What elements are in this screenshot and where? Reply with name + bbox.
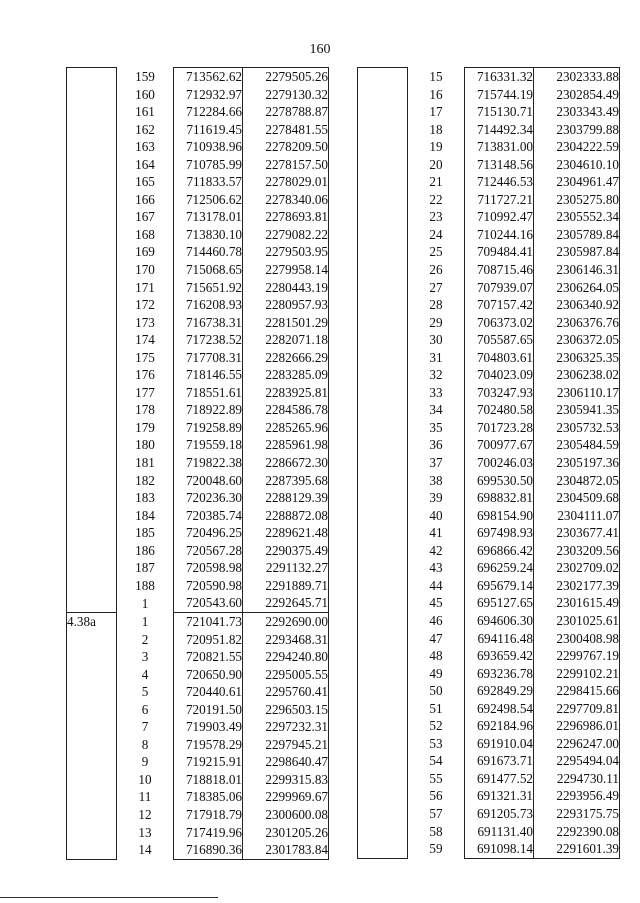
- x-coordinate: 710244.16: [465, 226, 534, 244]
- x-coordinate: 719559.18: [174, 436, 243, 454]
- point-number: 9: [141, 754, 149, 770]
- y-coordinate: 2291601.39: [534, 840, 620, 858]
- y-coordinate: 2305732.53: [534, 419, 620, 437]
- y-coordinate: 2284586.78: [243, 401, 329, 419]
- point-number: 31: [429, 349, 443, 365]
- x-coordinate: 696866.42: [465, 542, 534, 560]
- x-coordinate: 716208.93: [174, 296, 243, 314]
- y-coordinate: 2279503.95: [243, 243, 329, 261]
- point-number: 172: [135, 297, 155, 313]
- x-coordinate: 692498.54: [465, 700, 534, 718]
- x-coordinate: 713830.10: [174, 226, 243, 244]
- x-coordinate: 710785.99: [174, 156, 243, 174]
- x-coordinate: 704803.61: [465, 349, 534, 367]
- x-coordinate: 712284.66: [174, 103, 243, 121]
- point-number: 38: [429, 472, 443, 488]
- x-coordinate: 714492.34: [465, 121, 534, 139]
- point-number: 170: [135, 262, 155, 278]
- y-coordinate: 2297709.81: [534, 700, 620, 718]
- y-coordinate: 2303343.49: [534, 103, 620, 121]
- y-coordinate: 2304610.10: [534, 156, 620, 174]
- y-coordinate: 2278209.50: [243, 138, 329, 156]
- point-number: 56: [429, 788, 443, 804]
- y-coordinate: 2297232.31: [243, 718, 329, 736]
- y-coordinate: 2278029.01: [243, 173, 329, 191]
- x-coordinate: 713562.62: [174, 68, 243, 86]
- y-coordinate: 2306110.17: [534, 384, 620, 402]
- x-coordinate: 719822.38: [174, 454, 243, 472]
- point-number: 161: [135, 104, 155, 120]
- y-coordinate: 2290375.49: [243, 542, 329, 560]
- point-number: 13: [138, 824, 152, 840]
- y-coordinate: 2301205.26: [243, 824, 329, 842]
- point-number: 40: [429, 507, 443, 523]
- point-number: 160: [135, 86, 155, 102]
- table-row: [358, 68, 620, 86]
- y-coordinate: 2287395.68: [243, 472, 329, 490]
- y-coordinate: 2303677.41: [534, 524, 620, 542]
- x-coordinate: 707157.42: [465, 296, 534, 314]
- y-coordinate: 2301615.49: [534, 594, 620, 612]
- y-coordinate: 2304509.68: [534, 489, 620, 507]
- point-number: 27: [429, 279, 443, 295]
- point-number: 46: [429, 612, 443, 628]
- point-number: 176: [135, 367, 155, 383]
- x-coordinate: 712506.62: [174, 191, 243, 209]
- point-number: 2: [141, 631, 149, 647]
- point-number: 179: [135, 419, 155, 435]
- point-number: 178: [135, 402, 155, 418]
- y-coordinate: 2296986.01: [534, 717, 620, 735]
- point-number: 175: [135, 349, 155, 365]
- x-coordinate: 717918.79: [174, 806, 243, 824]
- y-coordinate: 2289621.48: [243, 524, 329, 542]
- x-coordinate: 715068.65: [174, 261, 243, 279]
- x-coordinate: 696259.24: [465, 559, 534, 577]
- point-number: 168: [135, 226, 155, 242]
- point-number: 26: [429, 262, 443, 278]
- point-number: 25: [429, 244, 443, 260]
- point-number: 177: [135, 384, 155, 400]
- point-number: 10: [138, 771, 152, 787]
- y-coordinate: 2304872.05: [534, 472, 620, 490]
- y-coordinate: 2292690.00: [243, 612, 329, 630]
- point-number: 180: [135, 437, 155, 453]
- x-coordinate: 718922.89: [174, 401, 243, 419]
- x-coordinate: 691910.04: [465, 735, 534, 753]
- point-number: 19: [429, 139, 443, 155]
- point-number: 5: [141, 684, 149, 700]
- y-coordinate: 2303209.56: [534, 542, 620, 560]
- y-coordinate: 2302333.88: [534, 68, 620, 86]
- point-number: 39: [429, 490, 443, 506]
- point-number: 183: [135, 490, 155, 506]
- x-coordinate: 711833.57: [174, 173, 243, 191]
- y-coordinate: 2292390.08: [534, 823, 620, 841]
- point-number: 42: [429, 542, 443, 558]
- y-coordinate: 2297945.21: [243, 736, 329, 754]
- x-coordinate: 718551.61: [174, 384, 243, 402]
- x-coordinate: 708715.46: [465, 261, 534, 279]
- x-coordinate: 712446.53: [465, 173, 534, 191]
- x-coordinate: 697498.93: [465, 524, 534, 542]
- y-coordinate: 2302709.02: [534, 559, 620, 577]
- x-coordinate: 695679.14: [465, 577, 534, 595]
- point-number: 167: [135, 209, 155, 225]
- y-coordinate: 2281501.29: [243, 314, 329, 332]
- y-coordinate: 2280957.93: [243, 296, 329, 314]
- point-number: 1: [141, 595, 149, 611]
- y-coordinate: 2306238.02: [534, 366, 620, 384]
- y-coordinate: 2299767.19: [534, 647, 620, 665]
- y-coordinate: 2295494.04: [534, 752, 620, 770]
- point-number: 20: [429, 156, 443, 172]
- x-coordinate: 718818.01: [174, 771, 243, 789]
- y-coordinate: 2293956.49: [534, 787, 620, 805]
- point-number: 24: [429, 226, 443, 242]
- point-number: 166: [135, 191, 155, 207]
- x-coordinate: 706373.02: [465, 314, 534, 332]
- point-number: 33: [429, 384, 443, 400]
- x-coordinate: 719903.49: [174, 718, 243, 736]
- y-coordinate: 2306340.92: [534, 296, 620, 314]
- y-coordinate: 2300408.98: [534, 630, 620, 648]
- point-number: 18: [429, 121, 443, 137]
- x-coordinate: 695127.65: [465, 594, 534, 612]
- y-coordinate: 2302177.39: [534, 577, 620, 595]
- table-row: [67, 612, 329, 630]
- point-number: 49: [429, 665, 443, 681]
- y-coordinate: 2285265.96: [243, 419, 329, 437]
- x-coordinate: 720543.60: [174, 594, 243, 612]
- point-number: 29: [429, 314, 443, 330]
- x-coordinate: 720191.50: [174, 701, 243, 719]
- y-coordinate: 2291889.71: [243, 577, 329, 595]
- point-number: 181: [135, 455, 155, 471]
- page-number: 160: [309, 42, 331, 57]
- x-coordinate: 691673.71: [465, 752, 534, 770]
- y-coordinate: 2278340.06: [243, 191, 329, 209]
- x-coordinate: 692184.96: [465, 717, 534, 735]
- point-number: 41: [429, 525, 443, 541]
- point-number: 173: [135, 314, 155, 330]
- x-coordinate: 719578.29: [174, 736, 243, 754]
- y-coordinate: 2295005.55: [243, 666, 329, 684]
- x-coordinate: 713148.56: [465, 156, 534, 174]
- point-number: 45: [429, 595, 443, 611]
- y-coordinate: 2302854.49: [534, 86, 620, 104]
- y-coordinate: 2298640.47: [243, 753, 329, 771]
- x-coordinate: 698832.81: [465, 489, 534, 507]
- x-coordinate: 720236.30: [174, 489, 243, 507]
- x-coordinate: 719215.91: [174, 753, 243, 771]
- point-number: 54: [429, 753, 443, 769]
- point-number: 17: [429, 104, 443, 120]
- x-coordinate: 718385.06: [174, 788, 243, 806]
- x-coordinate: 710938.96: [174, 138, 243, 156]
- y-coordinate: 2303799.88: [534, 121, 620, 139]
- y-coordinate: 2279505.26: [243, 68, 329, 86]
- x-coordinate: 691098.14: [465, 840, 534, 858]
- y-coordinate: 2301783.84: [243, 841, 329, 859]
- point-number: 36: [429, 437, 443, 453]
- point-number: 55: [429, 770, 443, 786]
- point-number: 171: [135, 279, 155, 295]
- y-coordinate: 2282666.29: [243, 349, 329, 367]
- y-coordinate: 2292645.71: [243, 594, 329, 612]
- point-number: 185: [135, 525, 155, 541]
- point-number: 8: [141, 736, 149, 752]
- y-coordinate: 2300600.08: [243, 806, 329, 824]
- y-coordinate: 2278481.55: [243, 121, 329, 139]
- x-coordinate: 699530.50: [465, 472, 534, 490]
- point-number: 12: [138, 806, 152, 822]
- left-coordinate-table: [66, 67, 329, 860]
- x-coordinate: 693236.78: [465, 665, 534, 683]
- point-number: 32: [429, 367, 443, 383]
- x-coordinate: 694116.48: [465, 630, 534, 648]
- y-coordinate: 2288129.39: [243, 489, 329, 507]
- point-number: 182: [135, 472, 155, 488]
- point-number: 6: [141, 701, 149, 717]
- right-coordinate-table: [357, 67, 620, 859]
- x-coordinate: 701723.28: [465, 419, 534, 437]
- x-coordinate: 716738.31: [174, 314, 243, 332]
- point-number: 37: [429, 455, 443, 471]
- x-coordinate: 717419.96: [174, 824, 243, 842]
- point-number: 162: [135, 121, 155, 137]
- x-coordinate: 691477.52: [465, 770, 534, 788]
- y-coordinate: 2283285.09: [243, 366, 329, 384]
- x-coordinate: 709484.41: [465, 243, 534, 261]
- y-coordinate: 2305197.36: [534, 454, 620, 472]
- y-coordinate: 2305789.84: [534, 226, 620, 244]
- point-number: 159: [135, 68, 155, 84]
- y-coordinate: 2278693.81: [243, 208, 329, 226]
- y-coordinate: 2296247.00: [534, 735, 620, 753]
- point-number: 50: [429, 683, 443, 699]
- y-coordinate: 2295760.41: [243, 683, 329, 701]
- x-coordinate: 720650.90: [174, 666, 243, 684]
- y-coordinate: 2306264.05: [534, 279, 620, 297]
- x-coordinate: 720567.28: [174, 542, 243, 560]
- footer-rule: [0, 897, 218, 898]
- y-coordinate: 2280443.19: [243, 279, 329, 297]
- x-coordinate: 694606.30: [465, 612, 534, 630]
- x-coordinate: 720590.98: [174, 577, 243, 595]
- y-coordinate: 2282071.18: [243, 331, 329, 349]
- point-number: 30: [429, 332, 443, 348]
- x-coordinate: 716331.32: [465, 68, 534, 86]
- x-coordinate: 700246.03: [465, 454, 534, 472]
- x-coordinate: 720048.60: [174, 472, 243, 490]
- table-row: [67, 68, 329, 86]
- object-label: [358, 68, 408, 859]
- y-coordinate: 2278788.87: [243, 103, 329, 121]
- point-number: 184: [135, 507, 155, 523]
- y-coordinate: 2279958.14: [243, 261, 329, 279]
- x-coordinate: 715651.92: [174, 279, 243, 297]
- x-coordinate: 691321.31: [465, 787, 534, 805]
- x-coordinate: 713831.00: [465, 138, 534, 156]
- point-number: 44: [429, 577, 443, 593]
- point-number: 14: [138, 842, 152, 858]
- point-number: 28: [429, 297, 443, 313]
- object-label: [67, 68, 117, 613]
- x-coordinate: 698154.90: [465, 507, 534, 525]
- y-coordinate: 2305552.34: [534, 208, 620, 226]
- y-coordinate: 2306146.31: [534, 261, 620, 279]
- y-coordinate: 2288872.08: [243, 507, 329, 525]
- y-coordinate: 2305941.35: [534, 401, 620, 419]
- x-coordinate: 715744.19: [465, 86, 534, 104]
- point-number: 165: [135, 174, 155, 190]
- point-number: 15: [429, 68, 443, 84]
- point-number: 23: [429, 209, 443, 225]
- point-number: 21: [429, 174, 443, 190]
- point-number: 58: [429, 823, 443, 839]
- point-number: 174: [135, 332, 155, 348]
- x-coordinate: 692849.29: [465, 682, 534, 700]
- point-number: 163: [135, 139, 155, 155]
- y-coordinate: 2285961.98: [243, 436, 329, 454]
- y-coordinate: 2305987.84: [534, 243, 620, 261]
- x-coordinate: 710992.47: [465, 208, 534, 226]
- x-coordinate: 707939.07: [465, 279, 534, 297]
- y-coordinate: 2305484.59: [534, 436, 620, 454]
- point-number: 11: [138, 789, 152, 805]
- point-number: 43: [429, 560, 443, 576]
- x-coordinate: 717708.31: [174, 349, 243, 367]
- y-coordinate: 2279082.22: [243, 226, 329, 244]
- y-coordinate: 2304961.47: [534, 173, 620, 191]
- x-coordinate: 721041.73: [174, 612, 243, 630]
- point-number: 16: [429, 86, 443, 102]
- y-coordinate: 2278157.50: [243, 156, 329, 174]
- y-coordinate: 2296503.15: [243, 701, 329, 719]
- point-number: 59: [429, 841, 443, 857]
- x-coordinate: 717238.52: [174, 331, 243, 349]
- x-coordinate: 693659.42: [465, 647, 534, 665]
- x-coordinate: 691205.73: [465, 805, 534, 823]
- y-coordinate: 2306325.35: [534, 349, 620, 367]
- x-coordinate: 718146.55: [174, 366, 243, 384]
- point-number: 188: [135, 577, 155, 593]
- x-coordinate: 704023.09: [465, 366, 534, 384]
- point-number: 51: [429, 700, 443, 716]
- x-coordinate: 705587.65: [465, 331, 534, 349]
- point-number: 3: [141, 649, 149, 665]
- x-coordinate: 716890.36: [174, 841, 243, 859]
- x-coordinate: 720951.82: [174, 631, 243, 649]
- point-number: 48: [429, 648, 443, 664]
- y-coordinate: 2286672.30: [243, 454, 329, 472]
- point-number: 1: [141, 613, 149, 629]
- point-number: 35: [429, 419, 443, 435]
- y-coordinate: 2283925.81: [243, 384, 329, 402]
- y-coordinate: 2293468.31: [243, 631, 329, 649]
- y-coordinate: 2298415.66: [534, 682, 620, 700]
- point-number: 53: [429, 735, 443, 751]
- object-label: 4.38a: [67, 612, 117, 859]
- y-coordinate: 2301025.61: [534, 612, 620, 630]
- y-coordinate: 2294240.80: [243, 648, 329, 666]
- x-coordinate: 702480.58: [465, 401, 534, 419]
- x-coordinate: 715130.71: [465, 103, 534, 121]
- point-number: 47: [429, 630, 443, 646]
- y-coordinate: 2299102.21: [534, 665, 620, 683]
- y-coordinate: 2299315.83: [243, 771, 329, 789]
- x-coordinate: 711619.45: [174, 121, 243, 139]
- x-coordinate: 720821.55: [174, 648, 243, 666]
- y-coordinate: 2304111.07: [534, 507, 620, 525]
- x-coordinate: 720598.98: [174, 559, 243, 577]
- x-coordinate: 691131.40: [465, 823, 534, 841]
- y-coordinate: 2279130.32: [243, 86, 329, 104]
- point-number: 187: [135, 560, 155, 576]
- x-coordinate: 712932.97: [174, 86, 243, 104]
- point-number: 186: [135, 542, 155, 558]
- point-number: 22: [429, 191, 443, 207]
- y-coordinate: 2306372.05: [534, 331, 620, 349]
- point-number: 4: [141, 666, 149, 682]
- y-coordinate: 2293175.75: [534, 805, 620, 823]
- x-coordinate: 703247.93: [465, 384, 534, 402]
- x-coordinate: 720496.25: [174, 524, 243, 542]
- point-number: 169: [135, 244, 155, 260]
- y-coordinate: 2299969.67: [243, 788, 329, 806]
- y-coordinate: 2294730.11: [534, 770, 620, 788]
- x-coordinate: 713178.01: [174, 208, 243, 226]
- x-coordinate: 720440.61: [174, 683, 243, 701]
- x-coordinate: 700977.67: [465, 436, 534, 454]
- y-coordinate: 2291132.27: [243, 559, 329, 577]
- point-number: 57: [429, 805, 443, 821]
- x-coordinate: 720385.74: [174, 507, 243, 525]
- y-coordinate: 2305275.80: [534, 191, 620, 209]
- point-number: 34: [429, 402, 443, 418]
- point-number: 52: [429, 718, 443, 734]
- point-number: 7: [141, 719, 149, 735]
- x-coordinate: 711727.21: [465, 191, 534, 209]
- x-coordinate: 714460.78: [174, 243, 243, 261]
- y-coordinate: 2306376.76: [534, 314, 620, 332]
- x-coordinate: 719258.89: [174, 419, 243, 437]
- y-coordinate: 2304222.59: [534, 138, 620, 156]
- point-number: 164: [135, 156, 155, 172]
